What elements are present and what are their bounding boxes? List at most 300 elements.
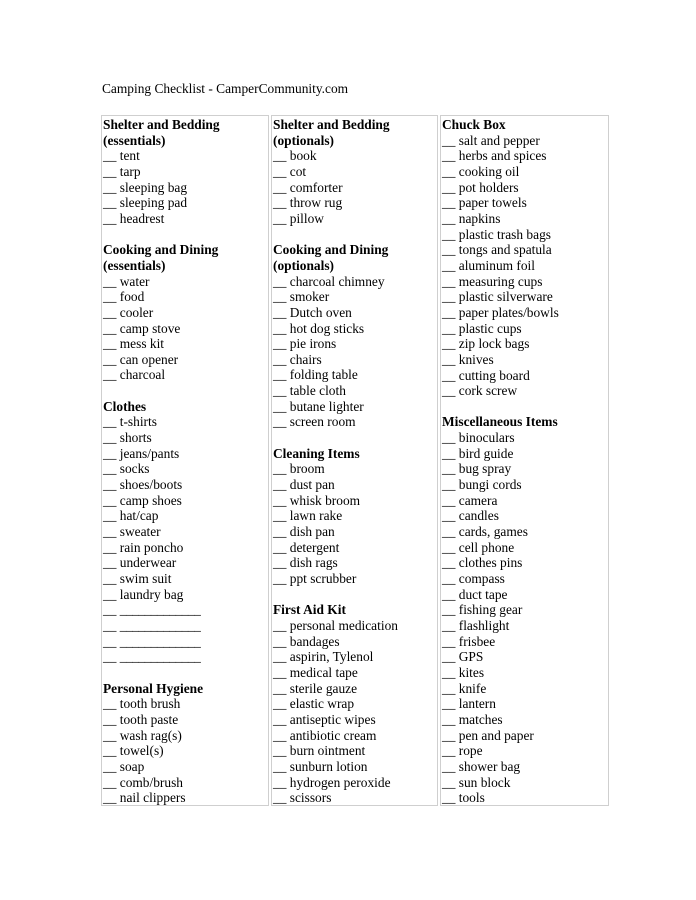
section-clothes: [103, 399, 268, 665]
item-label: comb/brush: [119, 774, 183, 790]
checkbox-blank-line: __: [103, 304, 117, 320]
item-label: tooth paste: [119, 711, 179, 727]
item-label: bandages: [289, 633, 340, 649]
blank-checklist-item: [103, 602, 268, 618]
section-cooking-and-dining-essentials: [103, 242, 268, 383]
section-heading: (optionals): [273, 132, 335, 148]
checklist-item: [103, 367, 268, 383]
checkbox-blank-line: __: [273, 148, 287, 164]
item-label: ppt scrubber: [289, 571, 357, 586]
checklist-item: [273, 336, 437, 352]
item-label: hot dog sticks: [289, 320, 365, 336]
checklist-item: [273, 305, 437, 321]
checklist-item: [442, 540, 608, 556]
item-label: bungi cords: [458, 477, 522, 493]
checklist-item: [273, 571, 437, 587]
checklist-item: [103, 352, 268, 368]
checklist-item: [103, 305, 268, 321]
checklist-item: [442, 383, 608, 399]
checkbox-blank-line: __: [273, 524, 287, 540]
checklist-item: [273, 180, 437, 196]
checklist-item: [103, 555, 268, 571]
checkbox-blank-line: __: [273, 555, 287, 571]
item-label: comforter: [289, 179, 343, 195]
checklist-item: [442, 587, 608, 603]
checklist-item: [442, 211, 608, 227]
item-label: aspirin, Tylenol: [289, 649, 374, 665]
item-label: headrest: [119, 210, 165, 226]
checklist-item: [273, 461, 437, 477]
checklist-item: [442, 242, 608, 258]
item-label: sweater: [119, 524, 161, 540]
item-label: fishing gear: [458, 602, 523, 618]
checklist-item: [103, 414, 268, 430]
checklist-item: [442, 665, 608, 681]
checklist-item: [442, 555, 608, 571]
checklist-item: [442, 148, 608, 164]
checkbox-blank-line: __: [442, 539, 456, 555]
checkbox-blank-line: __: [273, 195, 287, 211]
item-label: towel(s): [119, 743, 164, 759]
checkbox-blank-line: __: [103, 696, 117, 712]
item-label: napkins: [458, 210, 501, 226]
section-miscellaneous-items: [442, 414, 608, 805]
item-label: cooking oil: [458, 163, 520, 179]
checklist-item: [103, 524, 268, 540]
item-label: wash rag(s): [119, 727, 182, 743]
checkbox-blank-line: __: [442, 664, 456, 680]
checkbox-blank-line: __: [442, 633, 456, 649]
item-label: shower bag: [458, 758, 521, 774]
checkbox-blank-line: __: [442, 195, 456, 211]
checkbox-blank-line: __: [273, 571, 287, 586]
checkbox-blank-line: __: [442, 774, 456, 790]
checkbox-blank-line: __: [442, 257, 456, 273]
item-label: sterile gauze: [289, 680, 358, 696]
checkbox-blank-line: __: [103, 524, 117, 540]
item-label: sun block: [458, 774, 511, 790]
item-label: paper towels: [458, 195, 527, 211]
checkbox-blank-line: __: [442, 727, 456, 743]
checkbox-blank-line: __: [442, 242, 456, 258]
item-label: camera: [458, 492, 498, 508]
checklist-item: [273, 477, 437, 493]
write-in-line: _____________: [119, 633, 201, 649]
checklist-item: [103, 164, 268, 180]
checkbox-blank-line: __: [442, 492, 456, 508]
item-label: nail clippers: [119, 790, 186, 806]
checkbox-blank-line: __: [442, 461, 456, 477]
checklist-item: [442, 618, 608, 634]
item-label: cards, games: [458, 524, 528, 540]
item-label: rain poncho: [119, 539, 184, 555]
checklist-item: [103, 274, 268, 290]
item-label: table cloth: [289, 383, 346, 399]
checklist-item: [273, 540, 437, 556]
checklist-item: [103, 148, 268, 164]
checklist-item: [442, 508, 608, 524]
item-label: cutting board: [458, 367, 530, 383]
checkbox-blank-line: __: [442, 508, 456, 524]
checklist-item: [442, 634, 608, 650]
item-label: pot holders: [458, 179, 519, 195]
checkbox-blank-line: __: [103, 539, 117, 555]
write-in-line: _____________: [119, 602, 201, 618]
checkbox-blank-line: __: [273, 320, 287, 336]
checklist-item: [442, 571, 608, 587]
page-title: Camping Checklist - CamperCommunity.com: [102, 81, 349, 96]
checkbox-blank-line: __: [103, 508, 117, 524]
checkbox-blank-line: __: [273, 790, 287, 806]
item-label: plastic silverware: [458, 289, 553, 305]
item-label: tongs and spatula: [458, 242, 552, 258]
checkbox-blank-line: __: [103, 492, 117, 508]
checkbox-blank-line: __: [442, 336, 456, 352]
item-label: butane lighter: [289, 398, 364, 414]
checklist-item: [273, 555, 437, 571]
checklist-item: [103, 211, 268, 227]
item-label: cot: [289, 163, 307, 179]
item-label: soap: [119, 758, 145, 774]
checklist-item: [442, 321, 608, 337]
item-label: mess kit: [119, 336, 165, 352]
checkbox-blank-line: __: [273, 664, 287, 680]
checklist-item: [273, 790, 437, 806]
checklist-item: [273, 634, 437, 650]
checkbox-blank-line: __: [273, 477, 287, 493]
checkbox-blank-line: __: [442, 649, 456, 665]
blank-checklist-item: [103, 649, 268, 665]
checklist-item: [273, 493, 437, 509]
checkbox-blank-line: __: [273, 727, 287, 743]
checklist-item: [103, 289, 268, 305]
checklist-item: [273, 164, 437, 180]
checkbox-blank-line: __: [442, 758, 456, 774]
item-label: plastic cups: [458, 320, 522, 336]
item-label: hydrogen peroxide: [289, 774, 391, 790]
checklist-item: [273, 148, 437, 164]
item-label: socks: [119, 461, 150, 477]
checklist-item: [273, 383, 437, 399]
checkbox-blank-line: __: [103, 586, 117, 602]
checklist-item: [442, 712, 608, 728]
item-label: laundry bag: [119, 586, 184, 602]
checkbox-blank-line: __: [442, 477, 456, 493]
checklist-item: [442, 274, 608, 290]
checklist-item: [442, 493, 608, 509]
checkbox-blank-line: __: [442, 132, 456, 148]
checkbox-blank-line: __: [103, 743, 117, 759]
section-heading: (essentials): [103, 257, 166, 273]
checklist-item: [442, 477, 608, 493]
item-label: pillow: [289, 210, 324, 226]
checklist-item: [442, 258, 608, 274]
checkbox-blank-line: __: [442, 743, 456, 759]
checklist-item: [103, 743, 268, 759]
checklist-item: [442, 681, 608, 697]
checkbox-blank-line: __: [273, 398, 287, 414]
checklist-item: [442, 743, 608, 759]
checklist-item: [442, 649, 608, 665]
checkbox-blank-line: __: [442, 210, 456, 226]
checklist-item: [273, 665, 437, 681]
section-heading: (optionals): [273, 257, 335, 273]
checkbox-blank-line: __: [103, 445, 117, 461]
checkbox-blank-line: __: [273, 383, 287, 399]
checkbox-blank-line: __: [442, 617, 456, 633]
section-cooking-and-dining-optionals: [273, 242, 437, 430]
item-label: burn ointment: [289, 743, 366, 759]
item-label: tent: [119, 148, 140, 164]
item-label: food: [119, 289, 145, 305]
item-label: zip lock bags: [458, 336, 530, 352]
checklist-item: [442, 368, 608, 384]
checklist-item: [442, 289, 608, 305]
checklist-item: [442, 524, 608, 540]
item-label: underwear: [119, 555, 177, 571]
checkbox-blank-line: __: [103, 148, 117, 164]
section-personal-hygiene: [103, 681, 268, 806]
checklist-item: [103, 430, 268, 446]
section-shelter-and-bedding-optionals: [273, 117, 437, 227]
checklist-item: [273, 712, 437, 728]
item-label: bird guide: [458, 445, 514, 461]
item-label: sleeping pad: [119, 195, 188, 211]
item-label: charcoal: [119, 367, 166, 383]
checklist-item: [103, 180, 268, 196]
checkbox-blank-line: __: [273, 179, 287, 195]
item-label: camp shoes: [119, 492, 182, 508]
item-label: tooth brush: [119, 696, 181, 712]
checklist-item: [442, 759, 608, 775]
checkbox-blank-line: __: [442, 367, 456, 383]
checkbox-blank-line: __: [273, 273, 287, 289]
checklist-item: [273, 367, 437, 383]
item-label: kites: [458, 664, 485, 680]
item-label: binoculars: [458, 430, 515, 446]
checkbox-blank-line: __: [103, 195, 117, 211]
column-3: [440, 115, 609, 806]
checklist-item: [273, 728, 437, 744]
checkbox-blank-line: __: [103, 555, 117, 571]
checkbox-blank-line: __: [273, 351, 287, 367]
checklist-item: [442, 227, 608, 243]
checklist-item: [442, 195, 608, 211]
item-label: compass: [458, 571, 505, 587]
item-label: camp stove: [119, 320, 181, 336]
checklist-item: [442, 728, 608, 744]
checkbox-blank-line: __: [103, 711, 117, 727]
checklist-item: [103, 775, 268, 791]
checklist-item: [103, 321, 268, 337]
item-label: dust pan: [289, 477, 335, 493]
checkbox-blank-line: __: [273, 680, 287, 696]
checklist-item: [103, 195, 268, 211]
checklist-item: [273, 274, 437, 290]
checklist-item: [273, 618, 437, 634]
item-label: smoker: [289, 289, 330, 305]
item-label: pie irons: [289, 336, 337, 352]
checkbox-blank-line: __: [103, 727, 117, 743]
section-shelter-and-bedding-essentials: [103, 117, 268, 227]
checklist-item: [273, 508, 437, 524]
checkbox-blank-line: __: [103, 289, 117, 305]
checkbox-blank-line: __: [103, 602, 117, 618]
checklist-item: [442, 461, 608, 477]
item-label: lantern: [458, 696, 496, 712]
item-label: antibiotic cream: [289, 727, 377, 743]
checklist-item: [103, 790, 268, 806]
checklist-item: [103, 493, 268, 509]
checkbox-blank-line: __: [273, 758, 287, 774]
checkbox-blank-line: __: [273, 210, 287, 226]
checklist-item: [442, 352, 608, 368]
item-label: antiseptic wipes: [289, 711, 376, 727]
checklist-item: [103, 540, 268, 556]
checklist-item: [103, 571, 268, 587]
item-label: knife: [458, 680, 487, 696]
item-label: paper plates/bowls: [458, 304, 559, 320]
item-label: cooler: [119, 304, 154, 320]
item-label: dish pan: [289, 524, 335, 540]
checkbox-blank-line: __: [273, 711, 287, 727]
write-in-line: _____________: [119, 649, 201, 665]
checkbox-blank-line: __: [103, 571, 117, 586]
item-label: tools: [458, 790, 485, 806]
checkbox-blank-line: __: [273, 367, 287, 383]
checkbox-blank-line: __: [103, 430, 117, 446]
item-label: whisk broom: [289, 492, 361, 508]
item-label: pen and paper: [458, 727, 534, 743]
checkbox-blank-line: __: [103, 477, 117, 493]
checklist-item: [442, 696, 608, 712]
checkbox-blank-line: __: [103, 774, 117, 790]
checkbox-blank-line: __: [103, 367, 117, 383]
checklist-item: [273, 759, 437, 775]
item-label: plastic trash bags: [458, 226, 551, 242]
item-label: clothes pins: [458, 555, 523, 571]
checklist-item: [103, 696, 268, 712]
checkbox-blank-line: __: [442, 571, 456, 587]
checklist-item: [442, 180, 608, 196]
item-label: screen room: [289, 414, 356, 430]
checklist-item: [442, 775, 608, 791]
section-heading: Cooking and Dining: [103, 242, 219, 258]
section-heading: Chuck Box: [442, 117, 506, 132]
item-label: rope: [458, 743, 483, 759]
section-heading: Clothes: [103, 398, 147, 414]
checkbox-blank-line: __: [103, 210, 117, 226]
checkbox-blank-line: __: [273, 539, 287, 555]
column-2: [271, 115, 438, 806]
item-label: water: [119, 273, 150, 289]
checklist-item: [273, 743, 437, 759]
item-label: dish rags: [289, 555, 338, 571]
item-label: salt and pepper: [458, 132, 540, 148]
item-label: charcoal chimney: [289, 273, 385, 289]
checklist-item: [442, 602, 608, 618]
checklist-item: [273, 775, 437, 791]
checkbox-blank-line: __: [442, 430, 456, 446]
checkbox-blank-line: __: [442, 226, 456, 242]
item-label: sunburn lotion: [289, 758, 368, 774]
item-label: frisbee: [458, 633, 496, 649]
checkbox-blank-line: __: [273, 289, 287, 305]
checkbox-blank-line: __: [273, 336, 287, 352]
column-1: [101, 115, 269, 806]
checkbox-blank-line: __: [273, 743, 287, 759]
checkbox-blank-line: __: [442, 148, 456, 164]
checkbox-blank-line: __: [103, 163, 117, 179]
item-label: duct tape: [458, 586, 508, 602]
checkbox-blank-line: __: [103, 179, 117, 195]
item-label: medical tape: [289, 664, 358, 680]
item-label: herbs and spices: [458, 148, 547, 164]
section-heading: Personal Hygiene: [103, 680, 204, 696]
item-label: bug spray: [458, 461, 512, 477]
checklist-item: [273, 321, 437, 337]
checkbox-blank-line: __: [273, 633, 287, 649]
item-label: elastic wrap: [289, 696, 355, 712]
checkbox-blank-line: __: [273, 508, 287, 524]
checkbox-blank-line: __: [442, 445, 456, 461]
checkbox-blank-line: __: [103, 790, 117, 806]
checklist-item: [273, 649, 437, 665]
item-label: personal medication: [289, 617, 398, 633]
checkbox-blank-line: __: [273, 163, 287, 179]
checkbox-blank-line: __: [442, 163, 456, 179]
item-label: detergent: [289, 539, 340, 555]
checklist-item: [273, 352, 437, 368]
item-label: sleeping bag: [119, 179, 188, 195]
item-label: jeans/pants: [119, 445, 180, 461]
checkbox-blank-line: __: [273, 649, 287, 665]
checklist-item: [273, 399, 437, 415]
checkbox-blank-line: __: [103, 633, 117, 649]
checkbox-blank-line: __: [442, 602, 456, 618]
checklist-item: [273, 696, 437, 712]
item-label: shorts: [119, 430, 152, 446]
checkbox-blank-line: __: [442, 383, 456, 399]
item-label: folding table: [289, 367, 358, 383]
item-label: cell phone: [458, 539, 515, 555]
item-label: book: [289, 148, 317, 164]
section-heading: Cleaning Items: [273, 445, 360, 461]
item-label: shoes/boots: [119, 477, 183, 493]
checklist-item: [273, 289, 437, 305]
checklist-item: [273, 524, 437, 540]
item-label: scissors: [289, 790, 332, 806]
checkbox-blank-line: __: [103, 320, 117, 336]
checklist-table: [101, 115, 609, 806]
item-label: candles: [458, 508, 499, 524]
checkbox-blank-line: __: [442, 273, 456, 289]
section-first-aid-kit: [273, 602, 437, 806]
item-label: Dutch oven: [289, 304, 352, 320]
checkbox-blank-line: __: [273, 461, 287, 477]
checkbox-blank-line: __: [442, 524, 456, 540]
checklist-item: [442, 446, 608, 462]
checklist-item: [273, 681, 437, 697]
item-label: measuring cups: [458, 273, 543, 289]
checklist-item: [442, 305, 608, 321]
checklist-item: [103, 712, 268, 728]
checkbox-blank-line: __: [442, 289, 456, 305]
item-label: matches: [458, 711, 503, 727]
checkbox-blank-line: __: [442, 680, 456, 696]
item-label: aluminum foil: [458, 257, 535, 273]
checkbox-blank-line: __: [273, 304, 287, 320]
